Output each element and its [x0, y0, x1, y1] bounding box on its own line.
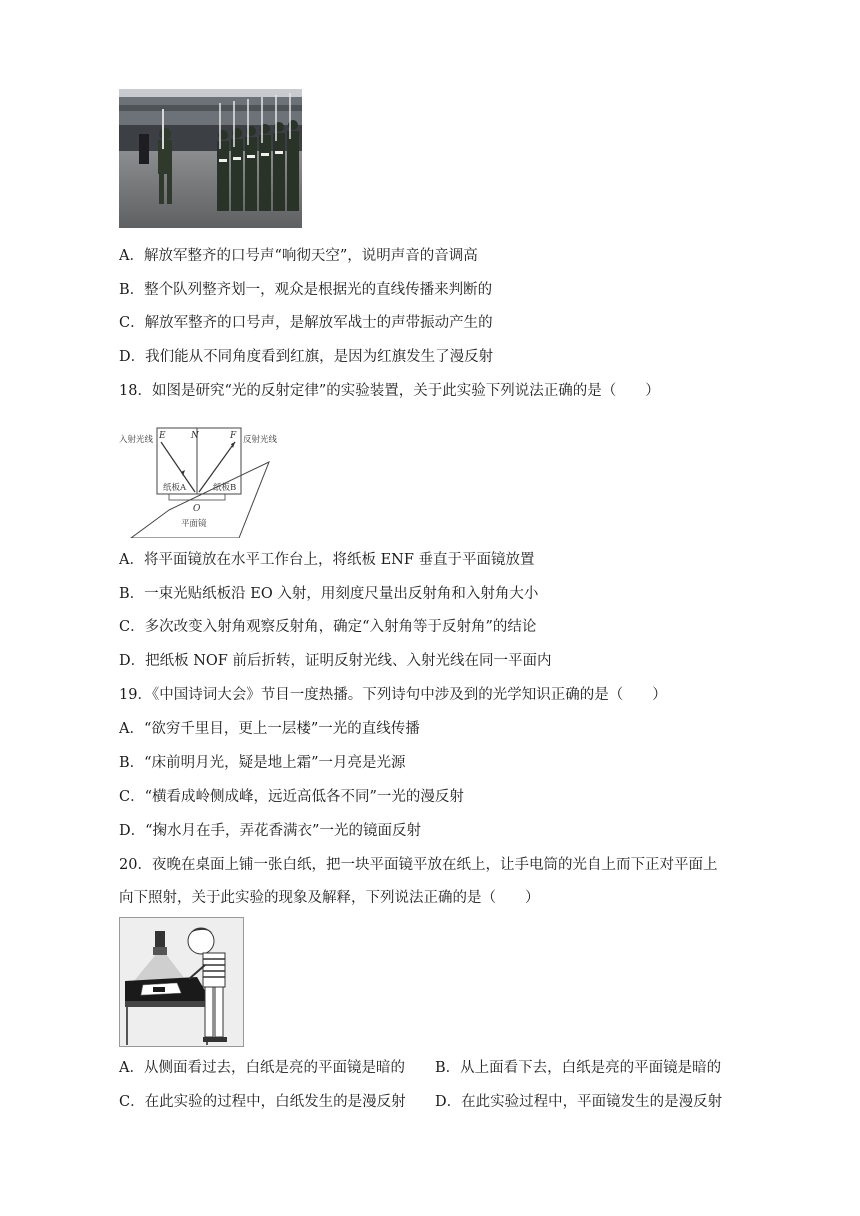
- board-b-label: 纸板B: [213, 483, 237, 493]
- parade-photo: [119, 89, 302, 228]
- q17-option-c: C．解放军整齐的口号声，是解放军战士的声带振动产生的: [119, 315, 493, 331]
- q19-option-a: A．“欲穷千里目，更上一层楼”一光的直线传播: [119, 721, 420, 737]
- q20-options-row-1: [119, 1058, 722, 1078]
- q17-option-d: D．我们能从不同角度看到红旗，是因为红旗发生了漫反射: [119, 349, 494, 365]
- q20-option-c: C．在此实验的过程中，白纸发生的是漫反射: [119, 1094, 406, 1110]
- incident-ray-label: 入射光线: [119, 435, 154, 445]
- reflected-ray-label: 反射光线: [243, 435, 278, 445]
- q18-option-d: D．把纸板 NOF 前后折转，证明反射光线、入射光线在同一平面内: [119, 653, 552, 669]
- q19-option-d: D．“掬水月在手，弄花香满衣”一光的镜面反射: [119, 823, 421, 839]
- q19-stem: 19．《中国诗词大会》节目一度热播。下列诗句中涉及到的光学知识正确的是（ ）: [119, 687, 667, 703]
- point-o-label: O: [193, 504, 201, 514]
- q18-option-b: B．一束光贴纸板沿 EO 入射，用刻度尺量出反射角和入射角大小: [119, 586, 539, 602]
- reflection-apparatus-diagram: [119, 420, 279, 538]
- q20-option-d: D．在此实验过程中，平面镜发生的是漫反射: [435, 1094, 723, 1110]
- point-f-label: F: [230, 431, 237, 441]
- mirror-label: 平面镜: [181, 519, 207, 529]
- q18-stem: 18．如图是研究“光的反射定律”的实验装置，关于此实验下列说法正确的是（ ）: [119, 383, 660, 399]
- flashlight-experiment-illustration: [119, 917, 244, 1047]
- q17-option-b: B．整个队列整齐划一，观众是根据光的直线传播来判断的: [119, 282, 493, 298]
- q20-option-a: A．从侧面看过去，白纸是亮的平面镜是暗的: [119, 1060, 405, 1076]
- q19-option-c: C．“横看成岭侧成峰，远近高低各不同”一光的漫反射: [119, 789, 464, 805]
- q18-option-a: A．将平面镜放在水平工作台上，将纸板 ENF 垂直于平面镜放置: [119, 552, 535, 568]
- q20-stem-line2: 向下照射，关于此实验的现象及解释，下列说法正确的是（ ）: [119, 890, 540, 906]
- q17-option-a: A．解放军整齐的口号声“响彻天空”，说明声音的音调高: [119, 248, 478, 264]
- q20-stem-line1: 20．夜晚在桌面上铺一张白纸，把一块平面镜平放在纸上，让手电筒的光自上而下正对平面上: [119, 857, 718, 873]
- board-a-label: 纸板A: [163, 483, 187, 493]
- q20-option-b: B．从上面看下去，白纸是亮的平面镜是暗的: [435, 1060, 722, 1076]
- q19-option-b: B．“床前明月光，疑是地上霜”一月亮是光源: [119, 755, 406, 771]
- q18-option-c: C．多次改变入射角观察反射角，确定“入射角等于反射角”的结论: [119, 619, 537, 635]
- q20-options-row-2: [119, 1092, 723, 1112]
- point-n-label: N: [191, 431, 199, 441]
- point-e-label: E: [159, 431, 166, 441]
